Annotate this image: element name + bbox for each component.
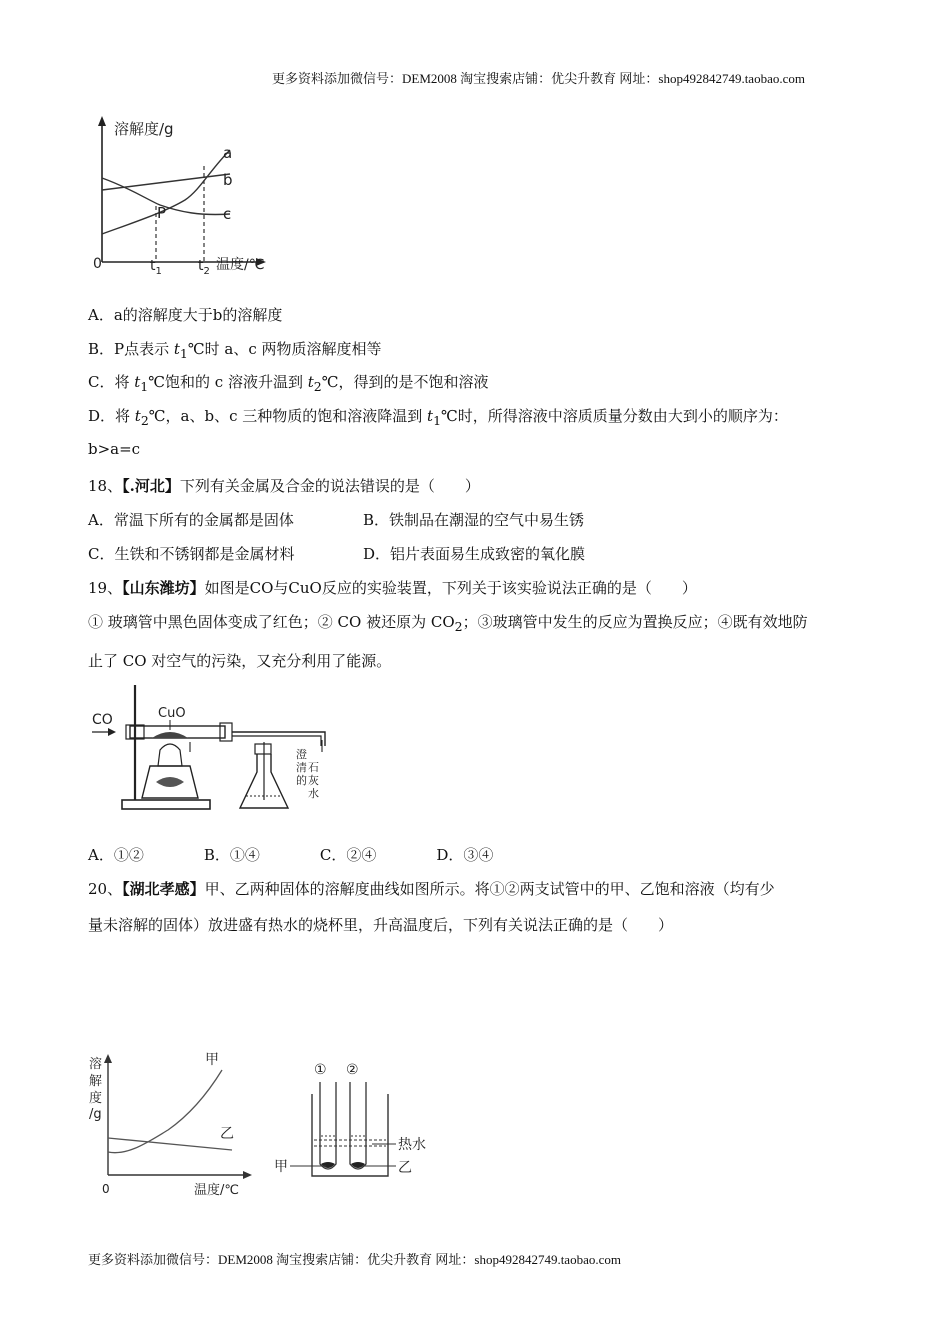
- y-axis-arrow: [98, 116, 106, 126]
- q17-option-a[interactable]: A．a的溶解度大于b的溶解度: [88, 306, 283, 324]
- q18-stem: 18、【.河北】下列有关金属及合金的说法错误的是（ ）: [88, 477, 480, 495]
- curve-a-label: a: [223, 144, 233, 162]
- origin-label: 0: [102, 1182, 110, 1196]
- q19-stem: 19、【山东潍坊】如图是CO与CuO反应的实验装置，下列关于该实验说法正确的是（ ）: [88, 579, 697, 597]
- q20-stem-line-1: 20、【湖北孝感】甲、乙两种固体的溶解度曲线如图所示。将①②两支试管中的甲、乙饱和溶液（均有少: [88, 880, 775, 898]
- tube-1-label: ①: [314, 1062, 327, 1078]
- q18-option-d[interactable]: D．铝片表面易生成致密的氧化膜: [363, 545, 586, 563]
- limewater-char-3: 的: [296, 774, 307, 787]
- q18-option-b[interactable]: B．铁制品在潮湿的空气中易生锈: [363, 511, 585, 529]
- q18-option-a[interactable]: A．常温下所有的金属都是固体: [88, 511, 294, 529]
- curve-c-label: c: [223, 205, 232, 223]
- limewater-char-5: 灰: [308, 774, 319, 787]
- tube-2: [350, 1082, 366, 1169]
- curve-yi: [108, 1138, 232, 1150]
- x-axis-label: 温度/℃: [194, 1183, 239, 1198]
- y-label-char-3: 度: [89, 1091, 103, 1106]
- curve-yi-label: 乙: [220, 1126, 234, 1142]
- q18-options-row-1: [88, 509, 868, 530]
- curve-b-label: b: [223, 171, 233, 189]
- q19-statements-line-2: 止了 CO 对空气的污染，又充分利用了能源。: [88, 652, 392, 670]
- q19-statements-line-1: ① 玻璃管中黑色固体变成了红色；② CO 被还原为 $CO_2$；③玻璃管中发生的反应为置换反应；④既有效地防: [88, 613, 808, 634]
- curve-b: [102, 174, 230, 190]
- y-axis-arrow: [104, 1054, 112, 1063]
- limewater-char-4: 石: [308, 761, 319, 774]
- q17-option-c[interactable]: C．将 $t_1℃$饱和的 c 溶液升温到 $t_2℃$，得到的是不饱和溶液: [88, 373, 489, 394]
- outlet-tube: [232, 732, 325, 746]
- flask-stopper: [255, 744, 271, 754]
- q19-options[interactable]: A．①② B．①④ C．②④ D．③④: [88, 846, 494, 864]
- page-footer: 更多资料添加微信号：DEM2008 淘宝搜索店铺：优尖升教育 网址：shop492842749.taobao.com: [88, 1252, 621, 1267]
- lamp-burner: [156, 777, 184, 787]
- q17-option-d-continuation: b>a=c: [88, 440, 141, 458]
- q18-option-c[interactable]: C．生铁和不锈钢都是金属材料: [88, 545, 295, 563]
- t2-label: $t_2$: [198, 258, 210, 277]
- x-axis-label: 温度/℃: [216, 257, 265, 273]
- solubility-curve-figure-abc: [90, 112, 280, 282]
- left-label-jia: 甲: [274, 1159, 288, 1175]
- stand-base: [122, 800, 210, 809]
- cuo-label: CuO: [158, 706, 186, 721]
- point-p-label: P: [157, 204, 167, 222]
- y-label-char-2: 解: [89, 1074, 103, 1089]
- y-axis-label: 溶解度/g: [114, 120, 174, 138]
- q18-options-row-2: [88, 543, 868, 564]
- q17-option-b[interactable]: B．P点表示 $t_1℃$时 a、c 两物质溶解度相等: [88, 340, 382, 361]
- right-label-yi: 乙: [398, 1160, 412, 1176]
- q17-option-d[interactable]: D．将 $t_2℃$，a、b、c 三种物质的饱和溶液降温到 $t_1℃$时，所得溶液中溶质质量分数由大到小的顺序为：: [88, 407, 788, 428]
- limewater-char-6: 水: [308, 787, 319, 800]
- flame: [158, 744, 182, 766]
- origin-label: 0: [93, 256, 102, 272]
- hot-water-label: 热水: [398, 1137, 426, 1153]
- cuo-powder: [152, 732, 188, 738]
- y-label-char-1: 溶: [89, 1057, 103, 1072]
- page-header: 更多资料添加微信号：DEM2008 淘宝搜索店铺：优尖升教育 网址：shop492842749.taobao.com: [272, 71, 805, 86]
- curve-jia-label: 甲: [205, 1052, 219, 1068]
- limewater-char-1: 澄: [296, 748, 307, 761]
- tube-2-label: ②: [346, 1062, 359, 1078]
- solubility-curve-figure-jia-yi: [88, 1050, 260, 1200]
- y-label-char-4: /g: [89, 1107, 102, 1122]
- tube-1: [320, 1082, 336, 1169]
- co-cuo-apparatus-figure: [90, 680, 340, 820]
- limewater-char-2: 清: [296, 761, 307, 774]
- x-axis-arrow: [243, 1171, 252, 1179]
- test-tubes-beaker-figure: [272, 1058, 426, 1184]
- co-label: CO: [92, 712, 113, 728]
- outlet-tube-inner: [232, 736, 321, 746]
- t1-label: $t_1$: [150, 258, 162, 277]
- q20-stem-line-2: 量未溶解的固体）放进盛有热水的烧杯里，升高温度后，下列有关说法正确的是（ ）: [88, 916, 674, 934]
